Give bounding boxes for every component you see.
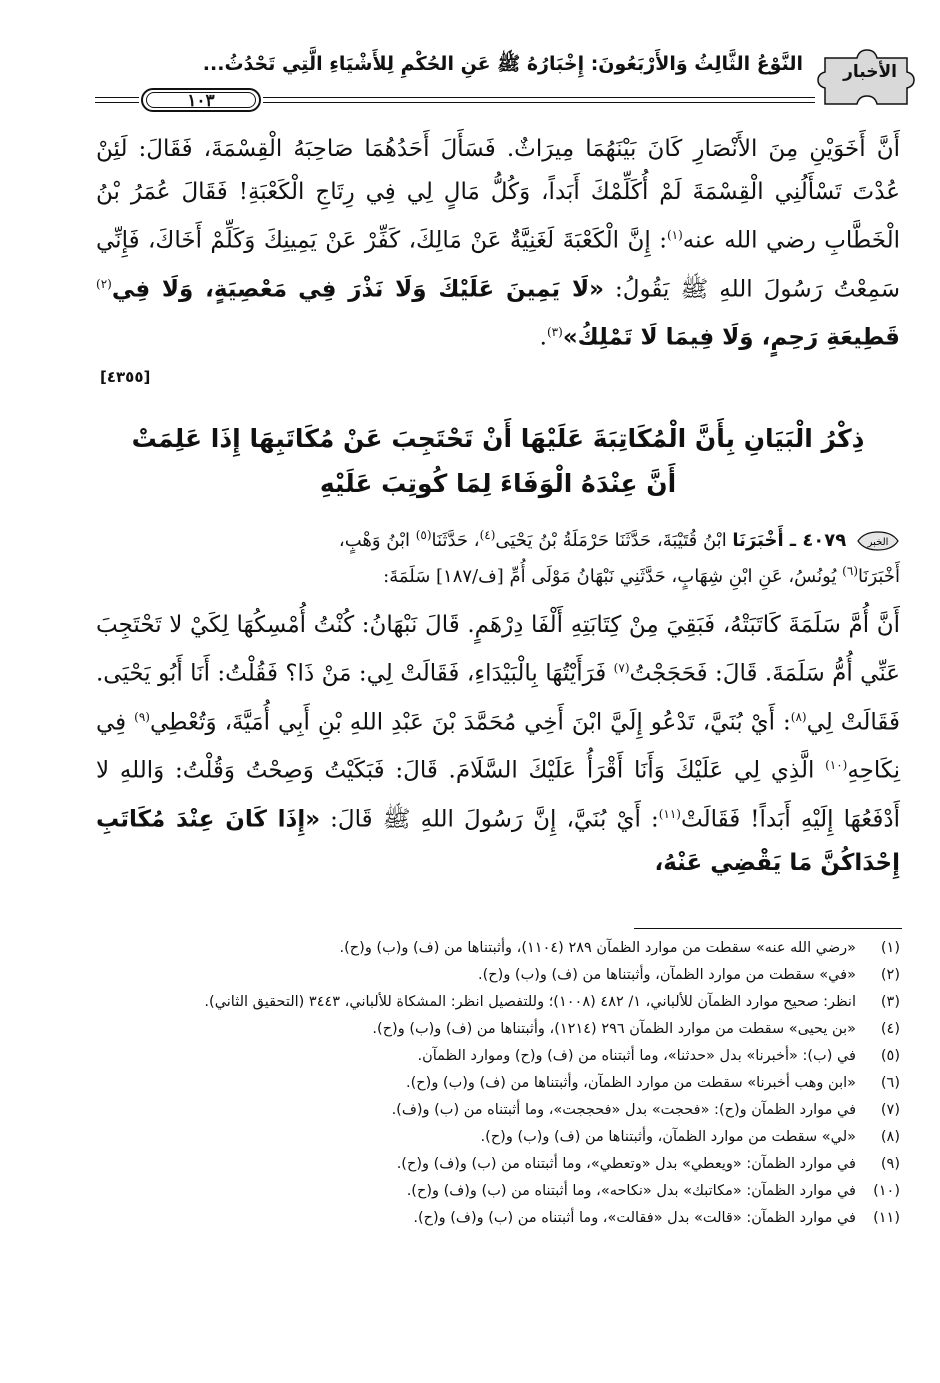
paragraph-1: أَنَّ أَخَوَيْنِ مِنَ الأَنْصَارِ كَانَ بَيْنَهُمَا مِيرَاثٌ. فَسَأَلَ أَحَدُهُمَا صَاحِبَهُ الْقِسْمَةَ، فَقَالَ: لَئِنْ عُدْتَ تَسْأَلُنِي الْقِسْمَةَ لَمْ أُكَلِّمْكَ أَبَداً، وَكُلُّ مَالٍ لِي فِي رِتَاجِ الْكَعْبَةِ! فَقَالَ عُمَرُ بْنُ الْخَطَّابِ رضي الله عنه$^{(١)}$: إِنَّ الْكَعْبَةَ لَغَنِيَّةٌ عَنْ مَالِكَ، كَفِّرْ عَنْ يَمِينِكَ وَكَلِّمْ أَخَاكَ، فَإِنِّي سَمِعْتُ رَسُولَ اللهِ ﷺ يَقُولُ: «لَا يَمِينَ عَلَيْكَ وَلَا نَذْرَ فِي مَعْصِيَةٍ، وَلَا فِي$^{(٢)}$ قَطِيعَةِ رَحِمٍ، وَلَا فِيمَا لَا تَمْلِكُ»$^{(٣)}$. [96,136,901,351]
footnote: (٢) «في» سقطت من موارد الظمآن، وأثبتناها من (ف) و(ب) و(ح). [478,967,900,983]
footnote: (٦) «ابن وهب أخبرنا» سقطت من موارد الظمآن، وأثبتناها من (ف) و(ب) و(ح). [406,1075,900,1091]
footnote: (٣) انظر: صحيح موارد الظمآن للألباني، ١/ ٤٨٢ (١٠٠٨)؛ وللتفصيل انظر: المشكاة للألباني، ٣٤٤٣ (التحقيق الثاني). [204,994,900,1010]
running-title: النَّوْعُ الثَّالِثُ وَالأَرْبَعُونَ: إِخْبَارُهُ ﷺ عَنِ الحُكْمِ لِلأَشْيَاءِ الَّتِي تَحْدُثُ... [202,53,803,75]
footnote-marker: (٩) [134,709,150,724]
page-header [95,48,915,114]
footnote-marker: (٧) [613,661,630,675]
footnote-marker: (١) [666,228,683,242]
ornament-label: الخبر [867,537,889,548]
footnote: (١٠) في موارد الظمآن: «مكاتبك» بدل «نكاحه»، وما أثبتناه من (ب) و(ف) و(ح). [406,1183,900,1199]
hadith-matn: «إِذَا كَانَ عِنْدَ مُكَاتَبِ إِحْدَاكُنَّ مَا يَقْضِي عَنْهُ، [96,806,900,876]
footnote: (٧) في موارد الظمآن و(ح): «فحجت» بدل «فحججت»، وما أثبتناه من (ب) و(ف). [391,1102,900,1118]
main-text-block-2 [96,604,900,885]
hadith-matn: «لَا يَمِينَ عَلَيْكَ وَلَا نَذْرَ فِي [298,276,604,303]
footnote: (٥) في (ب): «أخبرنا» بدل «حدثنا»، وما أثبتناه من (ف) و(ح) وموارد الظمآن. [417,1048,900,1064]
footnote-marker: (١١) [658,806,681,821]
page-number-frame [141,88,261,112]
heading-line-2: أَنَّ عِنْدَهُ الْوَفَاءَ لِمَا كُوتِبَ عَلَيْهِ [319,469,677,498]
footnote: (٨) «لي» سقطت من موارد الظمآن، وأثبتناها من (ف) و(ب) و(ح). [480,1129,900,1145]
footnotes [96,935,900,1232]
footnote-marker: (٥) [415,528,432,542]
footnote-marker: (٣) [546,325,563,340]
chapter-heading [96,416,900,506]
header-rule [95,88,815,112]
footnote-marker: (١٠) [825,758,848,773]
ornament-icon [856,530,900,552]
page-number: ١٠٣ [146,92,256,108]
hadith-number: ٤٠٧٩ ـ أَخْبَرَنَا [732,530,847,551]
heading-line-1: ذِكْرُ الْبَيَانِ بِأَنَّ الْمُكَاتِبَةَ عَلَيْهَا أَنْ تَحْتَجِبَ عَنْ مُكَاتَبِهَا إِذَا عَلِمَتْ [131,424,865,453]
footnote-marker: (٢) [96,276,112,291]
footnote-marker: (٦) [842,564,858,578]
footnote: (٤) «بن يحيى» سقطت من موارد الظمآن ٢٩٦ (١٢١٤)، وأثبتناها من (ف) و(ب) و(ح). [372,1021,900,1037]
main-text-block-1 [96,128,900,360]
hadith-isnad: الخبر ٤٠٧٩ ـ أَخْبَرَنَا ابْنُ قُتَيْبَةَ، حَدَّثَنَا حَرْمَلَةُ بْنُ يَحْيَى$^{(٤)}$، حَدَّثَنَا$^{(٥)}$ ابْنُ وَهْبٍ، أَخْبَرَنَا$^{(٦)}$ يُونُسُ، عَنِ ابْنِ شِهَابٍ، حَدَّثَنِي نَبْهَانُ مَوْلَى أُمِّ [ف/١٨٧] سَلَمَةَ: [338,528,900,587]
footnote: (٩) في موارد الظمآن: «ويعطي» بدل «وتعطي»، وما أثبتناه من (ب) و(ف) و(ح). [396,1156,900,1172]
footnote-separator [634,928,902,929]
footnote-marker: (٨) [790,709,807,724]
paragraph-2: أَنَّ أُمَّ سَلَمَةَ كَاتَبَتْهُ، فَبَقِيَ مِنْ كِتَابَتِهِ أَلْفَا دِرْهَمٍ. قَالَ نَبْهَانُ: كُنْتُ أُمْسِكُهَا لِكَيْ لا تَحْتَجِبَ عَنِّي أُمُّ سَلَمَةَ. قَالَ: فَحَجَجْتُ$^{(٧)}$ فَرَأَيْتُهَا بِالْبَيْدَاءِ، فَقَالَتْ لِي: مَنْ ذَا؟ فَقُلْتُ: أَنَا أَبُو يَحْيَى. فَقَالَتْ لِي$^{(٨)}$: أَيْ بُنَيَّ، تَدْعُو إِلَيَّ ابْنَ أَخِي مُحَمَّدَ بْنَ عَبْدِ اللهِ بْنِ أَبِي أُمَيَّةَ، وَتُعْطِي$^{(٩)}$ فِي نِكَاحِهِ$^{(١٠)}$ الَّذِي لِي عَلَيْكَ وَأَنَا أَقْرَأُ عَلَيْكَ السَّلَامَ. قَالَ: فَبَكَيْتُ وَصِحْتُ وَقُلْتُ: وَاللهِ لا أَدْفَعُهَا إِلَيْهِ أَبَداً! فَقَالَتْ$^{(١١)}$: أَيْ بُنَيَّ، إِنَّ رَسُولَ اللهِ ﷺ قَالَ: «إِذَا كَانَ عِنْدَ مُكَاتَبِ إِحْدَاكُنَّ مَا يَقْضِي عَنْهُ، [96,612,900,876]
footnote-marker: (٤) [479,528,496,542]
footnote: (١) «رضي الله عنه» سقطت من موارد الظمآن ٢٨٩ (١١٠٤)، وأثبتناها من (ف) و(ب) و(ح). [339,940,900,956]
section-tag: الأخبار [843,62,897,82]
footnote: (١١) في موارد الظمآن: «قالت» بدل «فقالت»، وما أثبتناه من (ب) و(ف) و(ح). [413,1210,900,1226]
hadith-reference-number: [٤٣٥٥] [100,368,151,386]
